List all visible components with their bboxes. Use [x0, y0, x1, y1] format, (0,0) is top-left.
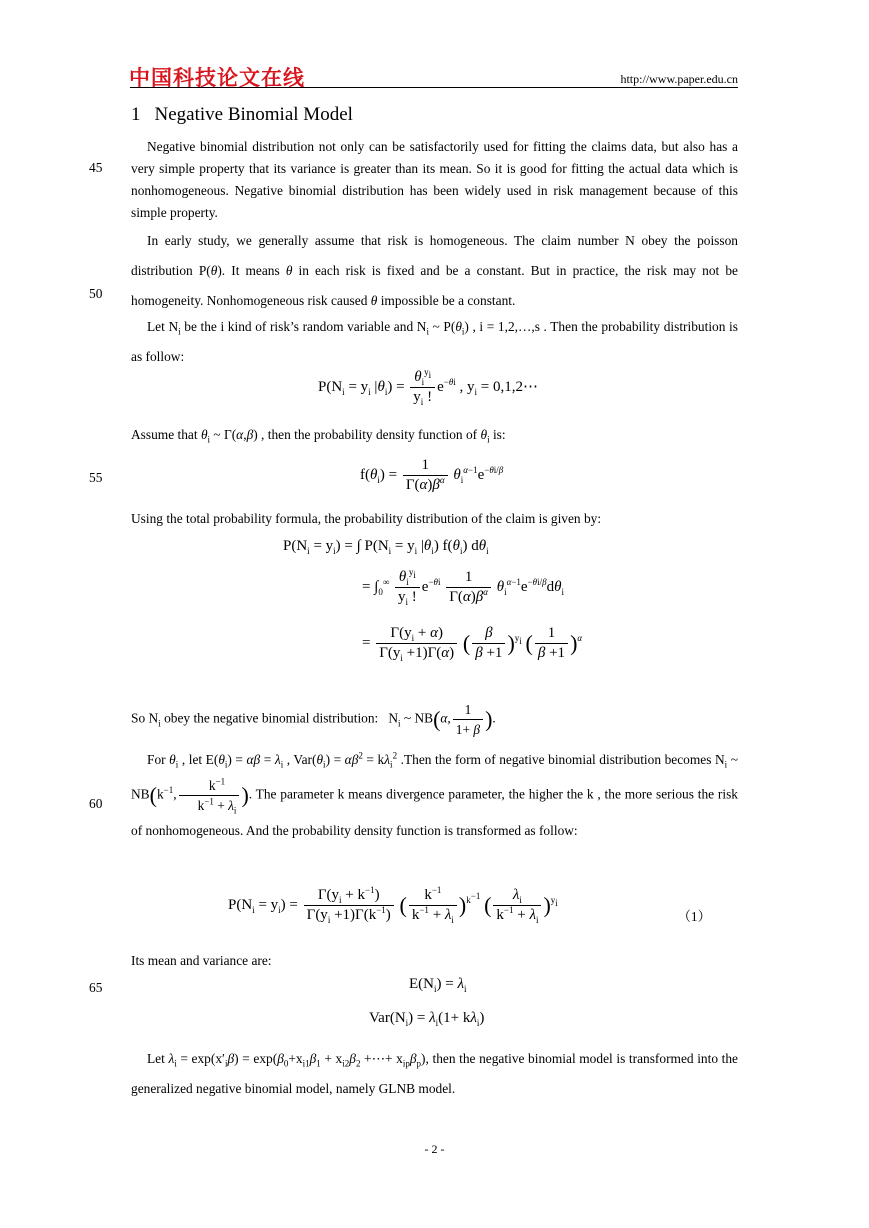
paragraph-9: Let $\lambda_i = \exp(x'_i\beta) = \exp(\beta_0+x_{i1}\beta_1 + x_{i2}\beta_2$ +⋯+ $x_{ip}\beta_p$), then the negative binomial model is transformed into the generalized negative binomial model, namely GLNB model.	[131, 1051, 738, 1096]
section-heading	[131, 104, 353, 126]
equation-number: （1）	[677, 909, 711, 924]
header-url: http://www.paper.edu.cn	[620, 72, 738, 86]
equation-total-prob-3: = $\frac{\Gamma(y_i + \alpha)}{\Gamma(y_i +1)\Gamma(\alpha)}$ ( $\frac{\beta}{\beta +1}$ )$^{y_i}$ ( $\frac{1}{\beta +1}$ )$^\alpha$	[362, 625, 583, 663]
equation-total-prob-2: = $\int_0^\infty$ $\frac{\theta_i^{y_i}}{y_i !}$ $e^{-\theta i}$ $\frac{1}{\Gamma(\alpha)\beta^\alpha}$ $\theta_i^{\alpha-1}e^{-\theta i/\beta}d\theta_i$	[362, 567, 564, 607]
logo-text: 中国科技论文在线	[129, 66, 305, 90]
paragraph-6: So $N_i$ obey the negative binomial distribution: $N_i$ ~ NB(α, $\frac{1}{1+ \beta}$ ).	[131, 702, 496, 737]
section-number: 1	[131, 104, 141, 125]
section-title: Negative Binomial Model	[154, 104, 353, 125]
paragraph-5: Using the total probability formula, the probability distribution of the claim is given by:	[131, 511, 602, 526]
page-number: - 2 -	[424, 1142, 445, 1156]
line-number-65: 65	[89, 980, 103, 995]
line-number-45: 45	[89, 160, 103, 175]
paragraph-4: Assume that $\theta_i$ ~ Γ(α,β) , then the probability density function of $\theta_i$ is:	[131, 427, 506, 445]
equation-mean: $E(N_i) = \lambda_i$	[409, 976, 467, 994]
line-number-60: 60	[89, 796, 103, 811]
equation-poisson: $P(N_i = y_i$ $|\theta_i$) = $\frac{\theta_i^{y_i}}{y_i !}$ $e^{-\theta i}$ , $y_i$ = 0,1,2⋯	[318, 367, 538, 407]
equation-total-prob-1: $P(N_i = y_i)$ = ∫ $P(N_i = y_i$ $|\theta_i$) $f(\theta_i)$ $d\theta_i$	[283, 538, 489, 556]
paragraph-7: For $\theta_i$ , let $E(\theta_i) = \alpha\beta = \lambda_i$ , $Var(\theta_i) = \alpha\beta^2 = k\lambda_i^2$ .Then the form of negative binomial distribution becomes $N_i$ ~ $NB(k^{-1}$, $\frac{k^{-1}}{k^{-1} + \lambda_i}$ ). The parameter k means divergence parameter, the higher the k , the more serious the risk of nonhomogeneous. And the probability density function is transformed as follow:	[131, 750, 738, 838]
line-number-55: 55	[89, 470, 103, 485]
paragraph-3: Let $N_i$ be the i kind of risk’s random variable and $N_i$ ~ $P(\theta_i)$ , i = 1,2,…,s . Then the probability distribution is as follow:	[131, 319, 738, 364]
equation-gamma-density: $f(\theta_i)$ = $\frac{1}{\Gamma(\alpha)\beta^\alpha}$ $\theta_i^{\alpha-1}e^{-\theta i/\beta}$	[360, 457, 504, 493]
line-number-50: 50	[89, 286, 103, 301]
header-rule	[130, 87, 738, 88]
paragraph-1: Negative binomial distribution not only can be satisfactorily used for fitting the claims data, but also has a very simple property that its variance is greater than its mean. So it is good for fitting the actual data which is nonhomogeneous. Negative binomial distribution has been widely used in risk management because of this simple property.	[131, 139, 738, 220]
equation-nb-pmf: $P(N_i = y_i)$ = $\frac{\Gamma(y_i + k^{-1})}{\Gamma(y_i +1)\Gamma(k^{-1})}$ ( $\frac{k^{-1}}{k^{-1} + \lambda_i}$ )$^{k^{-1}}$ ( $\frac{\lambda_i}{k^{-1} + \lambda_i}$ )$^{y_i}$	[228, 885, 558, 925]
paragraph-2: In early study, we generally assume that risk is homogeneous. The claim number N obey the poisson distribution P(θ). It means θ in each risk is fixed and be a constant. But in practice, the risk may not be homogeneity. Nonhomogeneous risk caused θ impossible be a constant.	[131, 233, 738, 308]
equation-variance: $Var(N_i) = \lambda_i(1+ k\lambda_i)$	[369, 1010, 485, 1028]
paragraph-8: Its mean and variance are:	[131, 953, 272, 968]
